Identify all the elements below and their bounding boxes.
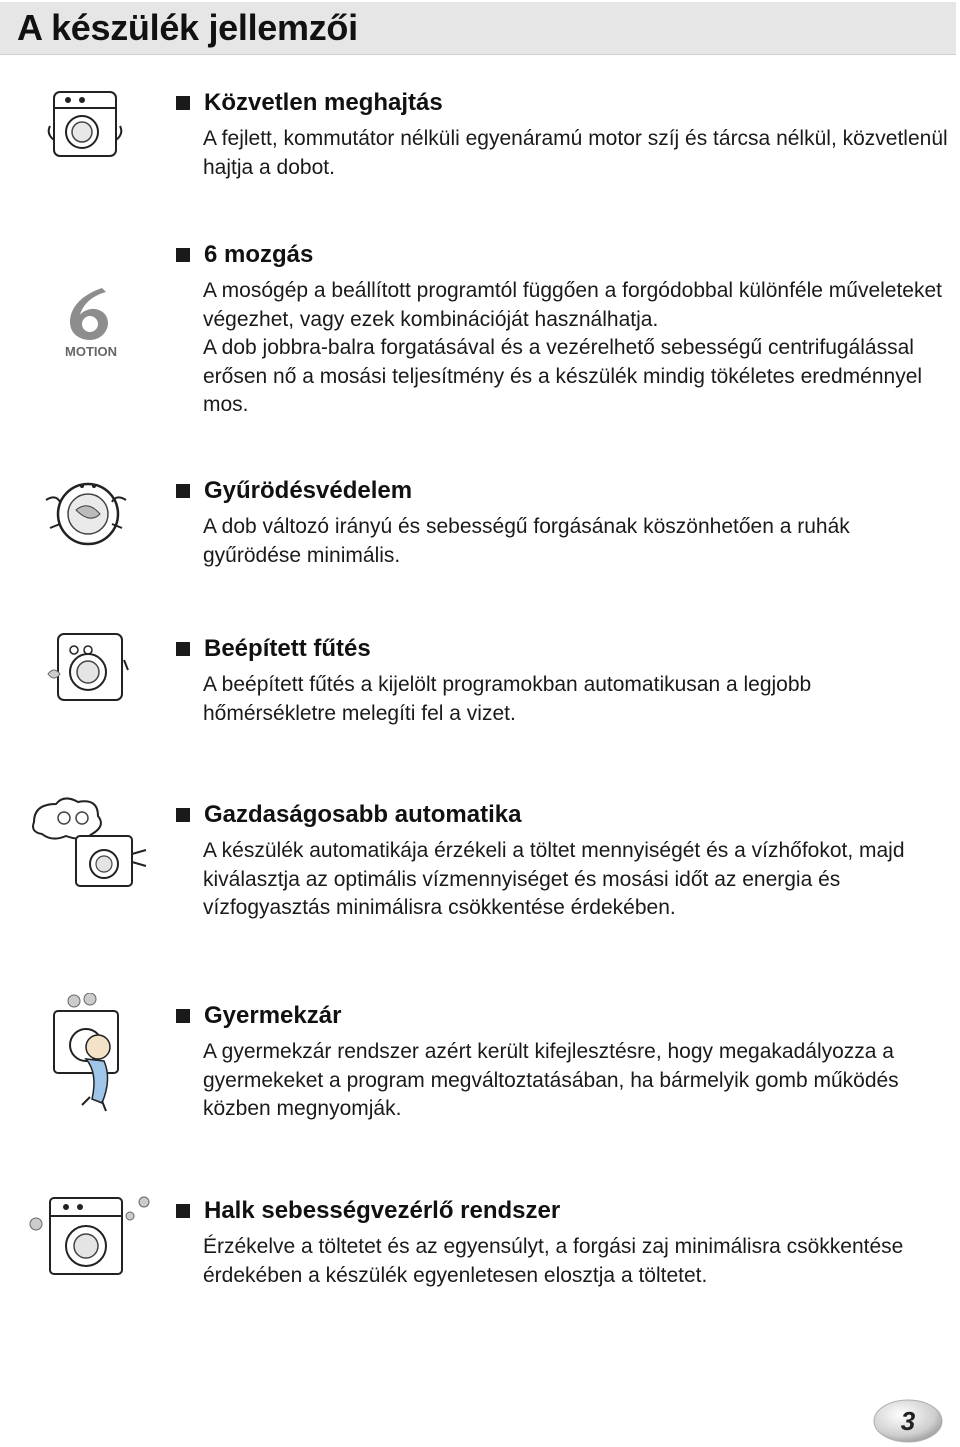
feature-heading: Beépített fűtés (204, 635, 371, 662)
feature-heading-row (176, 1196, 560, 1226)
paragraph: A dob jobbra-balra forgatásával és a vezérelhető sebességű centrifugálással erősen nő a mosási teljesítmény és a készülék mindig tökéletes eredménnyel mos. (203, 336, 923, 417)
bullet-square-icon (176, 808, 190, 822)
feature-heading-row (176, 800, 521, 830)
feature-heading: Közvetlen meghajtás (204, 89, 443, 116)
bullet-square-icon (176, 248, 190, 262)
page-number: 3 (900, 1405, 916, 1436)
6-motion-logo (58, 282, 124, 362)
feature-heading-row (176, 88, 443, 118)
paragraph: A fejlett, kommutátor nélküli egyenáramú motor szíj és tárcsa nélkül, közvetlenül hajtja a dobot. (203, 127, 948, 179)
bullet-square-icon (176, 1009, 190, 1023)
feature-description (203, 837, 948, 923)
feature-heading-row (176, 1001, 341, 1031)
bullet-square-icon (176, 484, 190, 498)
bullet-square-icon (176, 96, 190, 110)
paragraph: A gyermekzár rendszer azért került kifejlesztésre, hogy megakadályozza a gyermekeket a program megváltoztatásában, ha bármelyik gomb működés közben megnyomják. (203, 1040, 899, 1121)
feature-heading: Gyűrödésvédelem (204, 477, 413, 504)
child-lock-icon (46, 993, 130, 1115)
feature-heading: Gyermekzár (204, 1002, 342, 1029)
paragraph: A beépített fűtés a kijelölt programokban automatikusan a legjobb hőmérsékletre melegíti fel a vizet. (203, 673, 812, 725)
title-bar (0, 2, 956, 55)
spinning-drum-icon (38, 470, 134, 556)
quiet-washer-icon (26, 1190, 150, 1280)
bullet-square-icon (176, 642, 190, 656)
feature-description (203, 125, 948, 182)
feature-description (203, 1233, 948, 1290)
logo-text: MOTION (65, 344, 117, 359)
washer-cartoon-icon (46, 86, 126, 166)
feature-heading: Halk sebességvezérlő rendszer (204, 1197, 561, 1224)
feature-description (203, 513, 948, 570)
heating-washer-icon (44, 630, 130, 710)
paragraph: Érzékelve a töltetet és az egyensúlyt, a forgási zaj minimálisra csökkentése érdekében a készülék egyenletesen elosztja a töltetet. (203, 1235, 904, 1287)
page-number-badge (872, 1398, 952, 1444)
feature-description (203, 1038, 948, 1124)
feature-heading-row (176, 634, 371, 664)
paragraph: A készülék automatikája érzékeli a töltet mennyiségét és a vízhőfokot, majd kiválasztja az optimális vízmennyiséget és mosási időt az energia és vízfogyasztás minimálisra csökkentése érdekében. (203, 839, 905, 920)
feature-heading-row (176, 476, 412, 506)
thinking-washer-icon (28, 796, 150, 892)
feature-heading: 6 mozgás (204, 241, 314, 268)
feature-description (203, 277, 948, 420)
feature-description (203, 671, 948, 728)
feature-heading: Gazdaságosabb automatika (204, 801, 522, 828)
paragraph: A mosógép a beállított programtól függően a forgódobbal különféle műveleteket végezhet, vagy ezek kombinációját használhatja. (203, 279, 942, 331)
feature-heading-row (176, 240, 313, 270)
bullet-square-icon (176, 1204, 190, 1218)
paragraph: A dob változó irányú és sebességű forgásának köszönhetően a ruhák gyűrödése minimális. (203, 515, 850, 567)
page-title: A készülék jellemzői (17, 7, 358, 48)
